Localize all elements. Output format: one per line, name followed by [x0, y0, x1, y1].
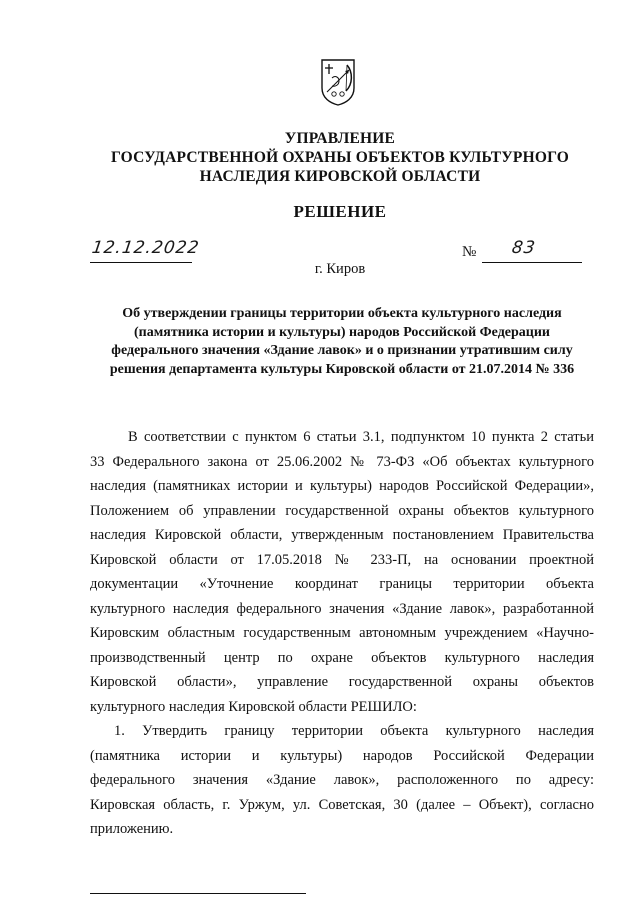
body-line: приложению. — [90, 821, 174, 837]
city-line: г. Киров — [314, 261, 366, 277]
body-line: Положением об управлении государственной охраны объектов культурного — [90, 502, 594, 519]
body-line: культурного наследия федерального значения «Здание лавок», разработанной — [90, 600, 594, 617]
title-line: решения департамента культуры Кировской области от 21.07.2014 № 336 — [109, 361, 575, 377]
document-type: РЕШЕНИЕ — [293, 202, 387, 221]
agency-line: НАСЛЕДИЯ КИРОВСКОЙ ОБЛАСТИ — [199, 168, 481, 185]
body-line: Кировская область, г. Уржум, ул. Советская, 30 (далее – Объект), согласно — [90, 796, 594, 813]
agency-name — [90, 129, 590, 186]
number-field — [482, 236, 582, 263]
title-line: (памятника истории и культуры) народов Российской Федерации — [134, 324, 550, 340]
body-line: культурного наследия Кировской области РЕШИЛО: — [90, 698, 417, 715]
title-line: федерального значения «Здание лавок» и о признании утратившим силу — [111, 343, 573, 358]
handwritten-number: 83 — [510, 238, 538, 258]
body-line: 1. Утвердить границу территории объекта культурного наследия — [114, 723, 594, 739]
agency-line: УПРАВЛЕНИЕ — [284, 130, 396, 147]
document-title — [90, 305, 594, 379]
body-line: В соответствии с пунктом 6 статьи 3.1, подпунктом 10 пункта 2 статьи — [128, 429, 594, 445]
title-line: Об утверждении границы территории объекта культурного наследия — [122, 306, 562, 321]
body-line: Кировским областным государственным автономным учреждением «Научно- — [90, 625, 594, 641]
body-line: наследия Кировской области, утвержденным постановлением Правительства — [90, 527, 594, 543]
body-line: документации «Уточнение координат границы территории объекта — [90, 576, 594, 592]
body-line: наследия (памятниках истории и культуры) народов Российской Федерации», — [90, 478, 594, 494]
body-line: производственный центр по охране объектов культурного наследия — [90, 649, 594, 666]
body-line: 33 Федерального закона от 25.06.2002 № 73-ФЗ «Об объектах культурного — [90, 453, 594, 470]
handwritten-date: 12.12.2022 — [90, 238, 201, 258]
body-line: федерального значения «Здание лавок», расположенного по адресу: — [90, 772, 594, 788]
number-label: № — [462, 244, 477, 260]
page-divider — [90, 893, 306, 894]
agency-line: ГОСУДАРСТВЕННОЙ ОХРАНЫ ОБЪЕКТОВ КУЛЬТУРНОГО — [110, 149, 570, 166]
body-line: Кировской области от 17.05.2018 № 233-П, на основании проектной — [90, 551, 594, 568]
date-field — [90, 236, 201, 263]
document-body — [90, 425, 594, 842]
kirov-coat-of-arms-icon — [320, 58, 356, 106]
body-line: Кировской области», управление государственной охраны объектов — [90, 674, 594, 690]
body-line: (памятника истории и культуры) народов Российской Федерации — [90, 747, 594, 764]
